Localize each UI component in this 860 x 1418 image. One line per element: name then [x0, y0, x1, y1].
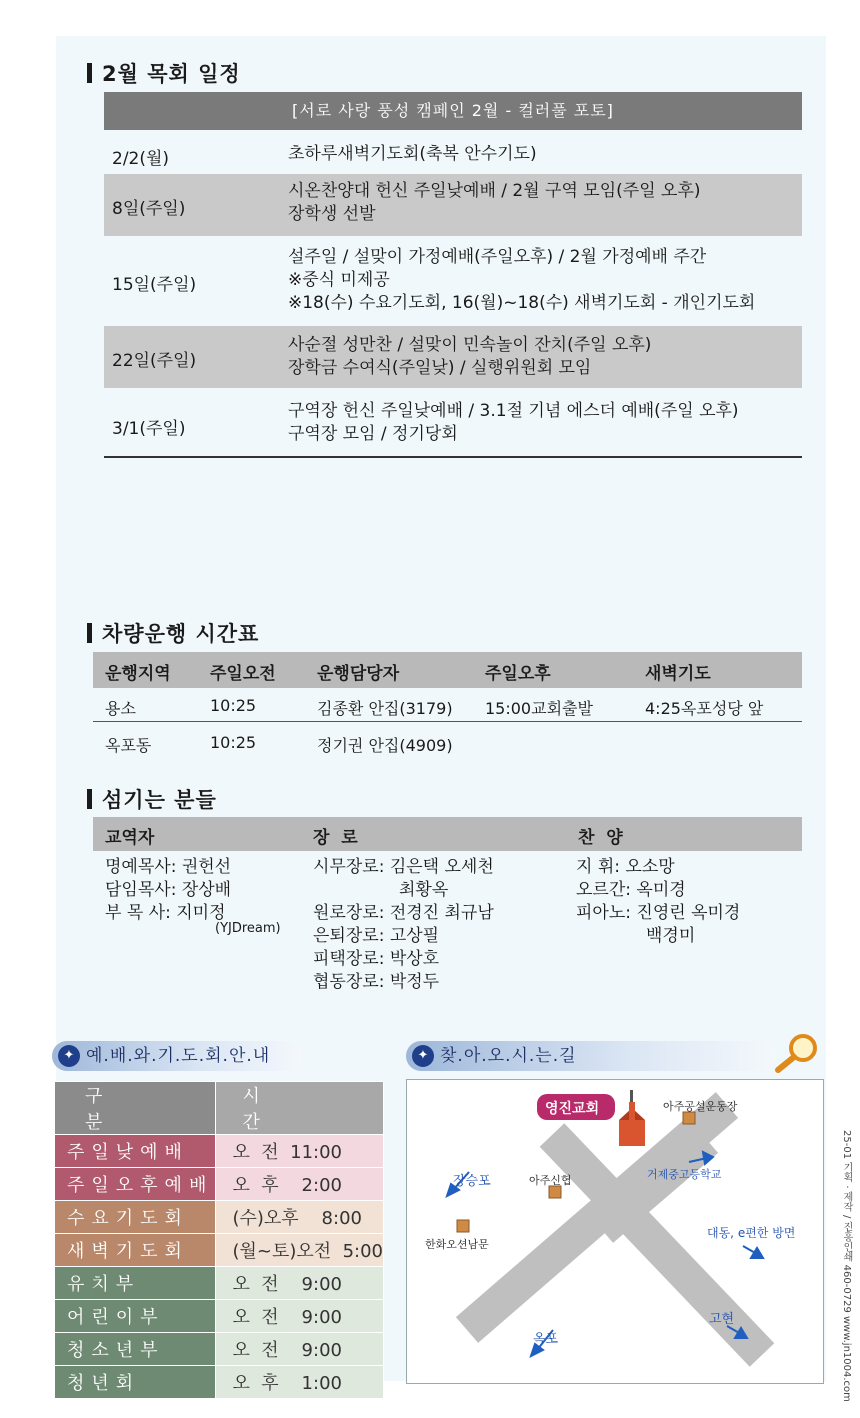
schedule-date: 15일(주일): [112, 275, 197, 295]
vehicle-table-header: [93, 652, 802, 688]
worship-row: 청년회 오 후 1:00: [55, 1366, 384, 1399]
church-building: [619, 1090, 645, 1146]
worship-row: 어린이부 오 전 9:00: [55, 1300, 384, 1333]
map-label-hanwha-gate: 한화오션남문: [425, 1238, 489, 1251]
church-label: 영진교회: [545, 1101, 600, 1117]
schedule-row-2: [104, 174, 802, 236]
elders-list: 시무장로: 김은택 오세천 최황옥 원로장로: 전경진 최규남 은퇴장로: 고상필 피택장로: 박상호 협동장로: 박정두: [313, 857, 494, 992]
vehicle-cell: 10:25: [210, 733, 257, 752]
schedule-date: 2/2(월): [112, 149, 170, 169]
worship-table: [54, 1081, 384, 1399]
directions-heading: ✦ 찾.아.오.시.는.길: [406, 1041, 776, 1071]
worship-row: 유치부 오 전 9:00: [55, 1267, 384, 1300]
worship-col-category: 구분: [55, 1082, 216, 1135]
worship-header-row: [55, 1082, 384, 1135]
dove-icon: ✦: [412, 1045, 434, 1067]
schedule-heading: 2월 목회 일정: [87, 58, 241, 88]
worship-row: 수요기도회 (수)오후 8:00: [55, 1201, 384, 1234]
vehicle-heading: 차량운행 시간표: [87, 618, 259, 648]
map-label-daedong: 대동, e편한 방면: [707, 1226, 796, 1240]
clergy-list: 명예목사: 권헌선 담임목사: 장상배 부 목 사: 지미정: [105, 857, 232, 923]
heading-bar: [87, 623, 92, 643]
vehicle-cell: 옥포동: [105, 736, 152, 755]
campaign-banner: [서로 사랑 풍성 캠페인 2월 - 컬러풀 포토]: [104, 92, 802, 130]
schedule-row-4: [104, 326, 802, 388]
servants-col-choir: 찬 양: [578, 828, 623, 848]
worship-row: 주일낮예배 오 전 11:00: [55, 1135, 384, 1168]
schedule-content: 초하루새벽기도회(축복 안수기도): [288, 144, 537, 164]
schedule-row-3: [104, 240, 802, 324]
choir-list: 지 휘: 오소망 오르간: 옥미경 피아노: 진영린 옥미경 백경미: [576, 857, 741, 946]
vehicle-col-morning: 주일오전: [210, 664, 276, 684]
map-label-geoje-school: 거제중고등학교: [647, 1168, 722, 1181]
vehicle-col-afternoon: 주일오후: [485, 664, 551, 684]
schedule-row-5: [104, 396, 802, 454]
worship-row: 청소년부 오 전 9:00: [55, 1333, 384, 1366]
servants-table-header: [93, 817, 802, 851]
printer-credit: 25-01 기획 · 제작 / 진흥인쇄 460-0729 www.jn1004.com: [841, 1130, 852, 1402]
map-label-okpo: 옥포: [533, 1332, 559, 1347]
map-label-gohyeon: 고현: [709, 1312, 735, 1327]
schedule-content: 구역장 헌신 주일낮예배 / 3.1절 기념 에스더 예배(주일 오후) 구역장 모임 / 정기당회: [288, 401, 739, 444]
heading-bar: [87, 789, 92, 809]
vehicle-cell: 10:25: [210, 696, 257, 715]
vehicle-cell: 김종환 안집(3179): [317, 699, 453, 718]
schedule-date: 8일(주일): [112, 199, 186, 219]
dove-icon: ✦: [58, 1045, 80, 1067]
schedule-content: 사순절 성만찬 / 설맞이 민속놀이 잔치(주일 오후) 장학금 수여식(주일낮) / 실행위원회 모임: [288, 335, 652, 378]
heading-bar: [87, 63, 92, 83]
vehicle-cell: 15:00교회출발: [485, 699, 593, 718]
schedule-content: 시온찬양대 헌신 주일낮예배 / 2월 구역 모임(주일 오후) 장학생 선발: [288, 181, 701, 224]
worship-row: 새벽기도회 (월~토)오전 5:00: [55, 1234, 384, 1267]
worship-row: 주일오후예배 오 후 2:00: [55, 1168, 384, 1201]
servants-col-elders: 장 로: [313, 828, 358, 848]
directions-map: [406, 1079, 824, 1384]
vehicle-cell: 정기권 안집(4909): [317, 736, 453, 755]
schedule-bottom-rule: [104, 456, 802, 458]
clergy-note: (YJDream): [215, 921, 281, 936]
vehicle-cell: 4:25옥포성당 앞: [645, 699, 764, 718]
map-label-stadium: 아주공설운동장: [663, 1100, 738, 1113]
vehicle-cell: 용소: [105, 699, 136, 718]
map-label-aju-credit: 아주신협: [529, 1174, 572, 1187]
vehicle-col-driver: 운행담당자: [317, 664, 400, 684]
servants-heading: 섬기는 분들: [87, 784, 217, 814]
magnifier-icon: [770, 1030, 824, 1074]
vehicle-row-divider: [93, 721, 802, 722]
schedule-content: 설주일 / 설맞이 가정예배(주일오후) / 2월 가정예배 주간 ※중식 미제공 ※18(수) 수요기도회, 16(월)~18(수) 새벽기도회 - 개인기도회: [288, 247, 756, 313]
worship-col-time: 시간: [216, 1082, 384, 1135]
vehicle-col-dawn: 새벽기도: [645, 664, 711, 684]
vehicle-col-region: 운행지역: [105, 664, 171, 684]
schedule-date: 22일(주일): [112, 351, 197, 371]
worship-heading: ✦ 예.배.와.기.도.회.안.내: [52, 1041, 302, 1071]
map-label-jangseungpo: 장승포: [453, 1174, 491, 1189]
schedule-row-1: [104, 136, 802, 172]
servants-col-clergy: 교역자: [105, 828, 155, 848]
schedule-date: 3/1(주일): [112, 419, 186, 439]
